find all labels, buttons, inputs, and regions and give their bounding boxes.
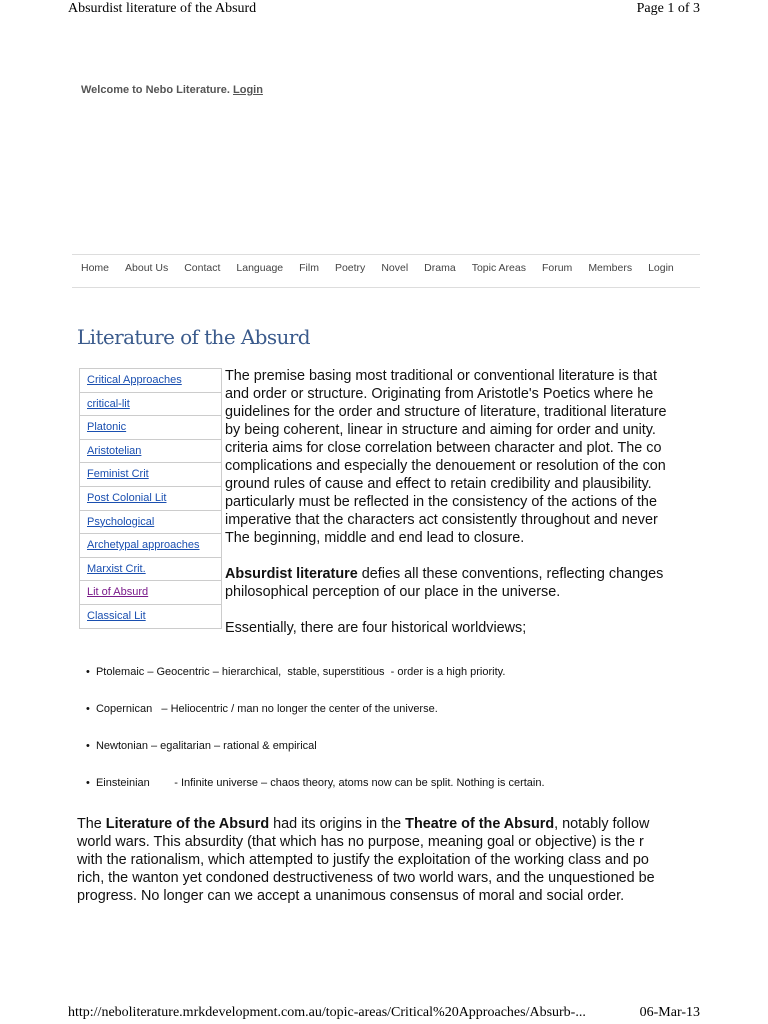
origins-paragraph [77, 815, 700, 905]
text-line: and order or structure. Originating from Aristotle's Poetics where he [225, 386, 654, 402]
nav-item-home[interactable]: Home [81, 262, 110, 274]
sidebar-item-classical-lit[interactable]: Classical Lit [80, 605, 221, 629]
nav-item-drama[interactable]: Drama [424, 262, 456, 274]
main-nav [72, 262, 700, 276]
nav-item-novel[interactable]: Novel [381, 262, 409, 274]
text-fragment: , notably follow [554, 816, 650, 832]
nav-item-about-us[interactable]: About Us [125, 262, 169, 274]
nav-item-language[interactable]: Language [236, 262, 284, 274]
text-line: with the rationalism, which attempted to justify the exploitation of the working class and po [77, 852, 649, 868]
login-link[interactable]: Login [233, 84, 263, 96]
text-fragment: had its origins in the [269, 816, 406, 832]
text-line: world wars. This absurdity (that which has no purpose, meaning goal or objective) is the r [77, 834, 644, 850]
text-line: ground rules of cause and effect to retain credibility and plausibility. [225, 476, 652, 492]
nav-item-topic-areas[interactable]: Topic Areas [471, 262, 526, 274]
sidebar-item-post-colonial-lit[interactable]: Post Colonial Lit [80, 487, 221, 511]
sidebar-item-critical-approaches[interactable]: Critical Approaches [80, 369, 221, 393]
text-fragment: The [77, 816, 106, 832]
bullet-newtonian: • Newtonian – egalitarian – rational & empirical [86, 740, 317, 752]
footer-url: http://neboliterature.mrkdevelopment.com.au/topic-areas/Critical%20Approaches/Absurb-... [68, 1005, 586, 1020]
text-line: philosophical perception of our place in the universe. [225, 584, 561, 600]
sidebar-item-archetypal-approaches[interactable]: Archetypal approaches [80, 534, 221, 558]
text-line: progress. No longer can we accept a unanimous consensus of moral and social order. [77, 888, 625, 904]
sidebar-item-marxist-crit[interactable]: Marxist Crit. [80, 558, 221, 582]
sidebar-item-feminist-crit[interactable]: Feminist Crit [80, 463, 221, 487]
text-fragment: defies all these conventions, reflecting changes [357, 566, 664, 582]
sidebar-item-aristotelian[interactable]: Aristotelian [80, 440, 221, 464]
sidebar-item-psychological[interactable]: Psychological [80, 511, 221, 535]
nav-item-poetry[interactable]: Poetry [334, 262, 366, 274]
text-line: by being coherent, linear in structure and aiming for order and unity. [225, 422, 656, 438]
text-line [77, 815, 700, 833]
bullet-text: Copernican – Heliocentric / man no longer the center of the universe. [95, 703, 438, 715]
intro-paragraph [225, 367, 700, 637]
nav-item-film[interactable]: Film [299, 262, 319, 274]
absurdist-paragraph-line [225, 565, 700, 583]
bold-literature-of-absurd: Literature of the Absurd [105, 816, 270, 832]
nav-item-forum[interactable]: Forum [541, 262, 573, 274]
bullet-text: Einsteinian - Infinite universe – chaos theory, atoms now can be split. Nothing is certain. [95, 777, 545, 789]
nav-top-divider [72, 254, 700, 255]
document-title: Absurdist literature of the Absurd [68, 1, 257, 16]
text-line: rich, the wanton yet condoned destructiveness of two world wars, and the unquestioned be [77, 870, 655, 886]
text-line: particularly must be reflected in the consistency of the actions of the [225, 494, 657, 510]
page-number: Page 1 of 3 [636, 1, 700, 16]
page-heading: Literature of the Absurd [77, 325, 310, 349]
text-line: guidelines for the order and structure of literature, traditional literature [225, 404, 667, 420]
bullet-ptolemaic: • Ptolemaic – Geocentric – hierarchical, stable, superstitious - order is a high priority. [86, 666, 506, 678]
nav-item-contact[interactable]: Contact [184, 262, 221, 274]
sidebar-item-lit-of-absurd[interactable]: Lit of Absurd [80, 581, 221, 605]
footer-date: 06-Mar-13 [639, 1005, 700, 1020]
text-line: The beginning, middle and end lead to closure. [225, 530, 525, 546]
sidebar-menu [79, 368, 222, 629]
bold-theatre-of-absurd: Theatre of the Absurd [405, 816, 555, 832]
nav-bottom-divider [72, 287, 700, 288]
text-line: The premise basing most traditional or conventional literature is that [225, 368, 657, 384]
bullet-text: Ptolemaic – Geocentric – hierarchical, stable, superstitious - order is a high priority. [95, 666, 506, 678]
bullet-copernican: • Copernican – Heliocentric / man no longer the center of the universe. [86, 703, 438, 715]
nav-item-members[interactable]: Members [588, 262, 633, 274]
bullet-text: Newtonian – egalitarian – rational & empirical [95, 740, 317, 752]
text-line: imperative that the characters act consistently throughout and never [225, 512, 658, 528]
welcome-message [81, 84, 263, 96]
worldviews-intro: Essentially, there are four historical worldviews; [225, 620, 527, 636]
sidebar-item-critical-lit[interactable]: critical-lit [80, 393, 221, 417]
absurdist-literature-bold: Absurdist literature [225, 566, 358, 582]
text-line: criteria aims for close correlation between character and plot. The co [225, 440, 662, 456]
sidebar-item-platonic[interactable]: Platonic [80, 416, 221, 440]
text-line: complications and especially the denouement or resolution of the con [225, 458, 666, 474]
bullet-einsteinian: • Einsteinian - Infinite universe – chaos theory, atoms now can be split. Nothing is certain. [86, 777, 545, 789]
welcome-text: Welcome to Nebo Literature. [81, 84, 233, 96]
nav-item-login[interactable]: Login [648, 262, 674, 274]
